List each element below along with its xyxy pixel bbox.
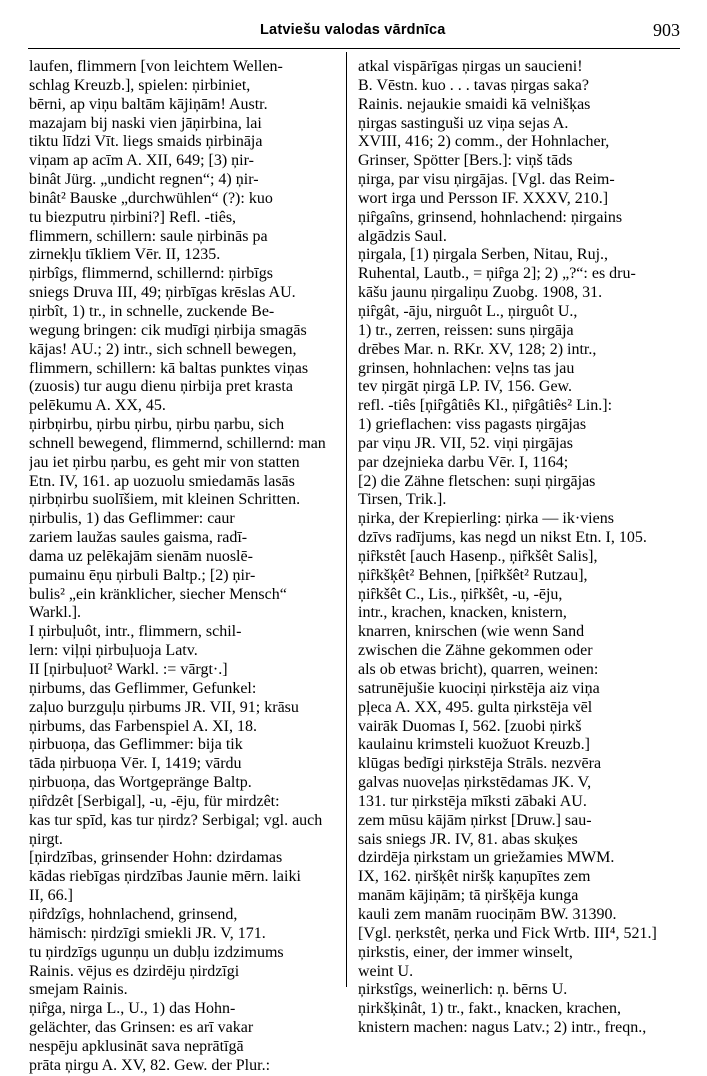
text-line: dzirdēja ņirkstam un griežamies MWM. [358, 849, 615, 867]
text-line: pelēkumu A. XX, 45. [29, 397, 166, 415]
text-line: tu biezputru ņirbini?] Refl. -tiês, [29, 208, 237, 226]
header-rule [28, 48, 680, 49]
text-line: galvas nuoveļas ņirkstēdamas JK. V, [358, 774, 592, 792]
text-line: tu ņirdzīgs ugunņu un dubļu izdzimums [29, 943, 284, 961]
text-line: ņirbums, das Geflimmer, Gefunkel: [29, 679, 257, 697]
text-line: lern: viļņi ņirbuļuoja Latv. [29, 642, 198, 660]
text-line: mazajam bij naski vien jāņirbina, lai [29, 114, 262, 132]
text-line: tāda ņirbuoņa Vēr. I, 1419; vārdu [29, 755, 242, 773]
text-line: Warkl.]. [29, 604, 82, 622]
text-line: bulis² „ein kränklicher, siecher Mensch“ [29, 585, 287, 603]
text-line: ņirga, par visu ņirgājas. [Vgl. das Reim- [358, 171, 615, 189]
text-line: flimmern, schillern: kā baltas punktes viņas [29, 359, 309, 377]
text-line: ņiȓdzîgs, hohnlachend, grinsend, [29, 905, 238, 923]
text-line: ņiȓdzêt [Serbigal], -u, -ēju, für mirdzêt: [29, 792, 280, 810]
text-line: kaulainu krimsteli kuožuot Kreuzb.] [358, 736, 590, 754]
text-line: kāšu jaunu ņirgaliņu Zuobg. 1908, 31. [358, 284, 603, 302]
text-line: ņirgas sastinguši uz viņa sejas A. [358, 114, 569, 132]
text-line: kas tur spīd, kas tur ņirdz? Serbigal; vgl. auch [29, 811, 323, 829]
text-line: ņirbums, das Farbenspiel A. XI, 18. [29, 717, 257, 735]
text-line: par dzejnieka darbu Vēr. I, 1164; [358, 453, 569, 471]
text-line: Rainis. vējus es dzirdēju ņirdzīgi [29, 962, 240, 980]
text-line: binât² Bauske „durchwühlen“ (?): kuo [29, 189, 273, 207]
text-line: nespēju apklusināt sava neprātīgā [29, 1037, 244, 1055]
text-line: tiktu līdzi Vīt. liegs smaids ņirbināja [29, 133, 263, 151]
text-line: ņiȓga, nirga L., U., 1) das Hohn- [29, 1000, 236, 1018]
text-line: pļeca A. XX, 495. gulta ņirkstēja vēl [358, 698, 593, 716]
text-line: algādzis Saul. [358, 227, 447, 245]
text-line: ņiȓgât, -āju, nirguôt L., ņirguôt U., [358, 302, 578, 320]
text-line: ņiȓkšêt C., Lis., ņiȓkšêt, -u, -ēju, [358, 585, 563, 603]
text-line: ņirbņirbu, ņirbu ņirbu, ņirbu ņarbu, sich [29, 416, 285, 434]
text-line: jau iet ņirbu ņarbu, es geht mir von statten [29, 453, 300, 471]
text-line: schlag Kreuzb.], spielen: ņirbiniet, [29, 76, 251, 94]
text-line: [Vgl. ņerkstêt, ņerka und Fick Wrtb. III⁴, 521.] [358, 924, 657, 942]
text-line: ņirbņirbu suolīšiem, mit kleinen Schritten. [29, 491, 301, 509]
text-line: XVIII, 416; 2) comm., der Hohnlacher, [358, 133, 610, 151]
text-line: dzīvs radījums, kas negd un nikst Etn. I, 105. [358, 529, 647, 547]
text-line: B. Vēstn. kuo . . . tavas ņirgas saka? [358, 76, 589, 94]
text-line: drēbes Mar. n. RKr. XV, 128; 2) intr., [358, 340, 597, 358]
text-line: knistern machen: nagus Latv.; 2) intr., freqn., [358, 1019, 647, 1037]
text-line: grinsen, hohnlachen: veļns tas jau [358, 359, 575, 377]
text-line: ņirkšķinât, 1) tr., fakt., knacken, krachen, [358, 1000, 622, 1018]
text-line: II, 66.] [29, 887, 73, 905]
page-header [28, 22, 680, 42]
text-line: Tirsen, Trik.]. [358, 491, 447, 509]
running-title: Latviešu valodas vārdnīca [260, 22, 446, 38]
text-line: manām kājiņām; tā ņiršķēja kunga [358, 887, 579, 905]
text-line: pumainu ēņu ņirbuli Baltp.; [2) ņir- [29, 566, 256, 584]
text-line: ņirbît, 1) tr., in schnelle, zuckende Be- [29, 302, 275, 320]
text-line: ņiȓkstêt [auch Hasenp., ņiȓkšêt Salis], [358, 547, 598, 565]
text-line: ņirkstis, einer, der immer winselt, [358, 943, 573, 961]
text-line: smejam Rainis. [29, 981, 128, 999]
text-line: ņirka, der Krepierling: ņirka — ik·viens [358, 510, 614, 528]
text-line: kājas! AU.; 2) intr., sich schnell bewegen, [29, 340, 297, 358]
text-line: intr., krachen, knacken, knistern, [358, 604, 567, 622]
text-line: als ob etwas bricht), quarren, weinen: [358, 661, 599, 678]
text-line: laufen, flimmern [von leichtem Wellen- [29, 58, 283, 75]
text-line: kauli zem manām ruociņām BW. 31390. [358, 905, 617, 923]
text-line: II [ņirbuļuot² Warkl. := vārgt·.] [29, 661, 228, 678]
text-line: ņirgt. [29, 830, 63, 848]
text-line: ņirgala, [1) ņirgala Serben, Nitau, Ruj., [358, 246, 609, 264]
text-line: zariem laužas saules gaisma, radī- [29, 529, 248, 547]
text-line: [ņirdzības, grinsender Hohn: dzirdamas [29, 849, 283, 867]
text-line: zaļuo burzguļu ņirbums JR. VII, 91; krāsu [29, 698, 299, 716]
text-line: ņiȓgaîns, grinsend, hohnlachend: ņirgains [358, 208, 623, 226]
text-line: zwischen die Zähne gekommen oder [358, 642, 593, 660]
text-line: wegung bringen: cik mudīgi ņirbija smagās [29, 321, 307, 339]
text-line: 1) tr., zerren, reissen: suns ņirgāja [358, 321, 574, 339]
text-line: wort irga und Persson IF. XXXV, 210.] [358, 189, 609, 207]
text-line: ņirbuoņa, das Wortgepränge Baltp. [29, 774, 252, 792]
text-line: knarren, knirschen (wie wenn Sand [358, 623, 585, 641]
text-line: sniegs Druva III, 49; ņirbīgas krēslas AU. [29, 284, 296, 302]
text-line: vairāk Duomas I, 562. [zuobi ņirkš [358, 717, 582, 735]
text-line: [2) die Zähne fletschen: suņi ņirgājas [358, 472, 596, 490]
text-line: klūgas bedīgi ņirkstēja Strāls. nezvēra [358, 755, 602, 773]
text-line: gelächter, das Grinsen: es arī vakar [29, 1019, 254, 1037]
text-line: 1) grieflachen: viss pagasts ņirgājas [358, 416, 587, 434]
page-number: 903 [653, 20, 680, 40]
text-line: par viņu JR. VII, 52. viņi ņirgājas [358, 434, 573, 452]
text-line: prāta ņirgu A. XV, 82. Gew. der Plur.: [29, 1056, 271, 1074]
text-line: sais sniegs JR. IV, 81. abas skuķes [358, 830, 578, 848]
text-line: kādas riebīgas ņirdzības Jaunie mērn. laiki [29, 868, 301, 886]
text-line: zem mūsu kājām ņirkst [Druw.] sau- [358, 811, 592, 829]
text-line: bērni, ap viņu baltām kājiņām! Austr. [29, 95, 268, 113]
text-line: hämisch: ņirdzīgi smiekli JR. V, 171. [29, 924, 266, 942]
text-line: (zuosis) tur augu dienu ņirbija pret krasta [29, 378, 293, 396]
text-line: tev ņirgāt ņirgā LP. IV, 156. Gew. [358, 378, 573, 396]
text-line: refl. -tiês [ņiȓgâtiês Kl., ņiȓgâtiês² Lin.]: [358, 397, 613, 415]
text-line: 131. tur ņirkstēja mīksti zābaki AU. [358, 792, 587, 810]
text-line: Etn. IV, 161. ap uozuolu smiedamās lasās [29, 472, 295, 490]
text-line: Ruhental, Lautb., = ņiȓga 2]; 2) „?“: es dru- [358, 265, 636, 283]
text-line: viņam ap acīm A. XII, 649; [3) ņir- [29, 152, 254, 170]
text-line: I ņirbuļuôt, intr., flimmern, schil- [29, 623, 242, 641]
text-line: satrunējušie kuociņi ņirkstēja aiz viņa [358, 679, 600, 697]
right-column [358, 58, 680, 1038]
text-line: ņiȓkšķêt² Behnen, [ņiȓkšêt² Rutzau], [358, 566, 588, 584]
text-line: IX, 162. ņiršķêt niršķ kaņupītes zem [358, 868, 591, 886]
left-column [29, 58, 351, 1076]
text-line: Rainis. nejaukie smaidi kā velnišķas [358, 95, 591, 113]
text-line: schnell bewegend, flimmernd, schillernd: man [29, 434, 326, 452]
text-line: dama uz pelēkajām sienām nuoslē- [29, 547, 253, 565]
text-line: flimmern, schillern: saule ņirbinās pa [29, 227, 268, 245]
text-line: weint U. [358, 962, 414, 980]
text-line: binât Jürg. „undicht regnen“; 4) ņir- [29, 171, 259, 189]
text-line: ņirbuoņa, das Geflimmer: bija tik [29, 736, 243, 754]
text-line: zirnekļu tīkliem Vēr. II, 1235. [29, 246, 221, 264]
text-line: ņirbîgs, flimmernd, schillernd: ņirbīgs [29, 265, 273, 283]
text-line: ņirkstîgs, weinerlich: ņ. bērns U. [358, 981, 568, 999]
text-line: atkal vispārīgas ņirgas un saucieni! [358, 58, 583, 75]
text-line: ņirbulis, 1) das Geflimmer: caur [29, 510, 235, 528]
text-line: Grinser, Spötter [Bers.]: viņš tāds [358, 152, 573, 170]
